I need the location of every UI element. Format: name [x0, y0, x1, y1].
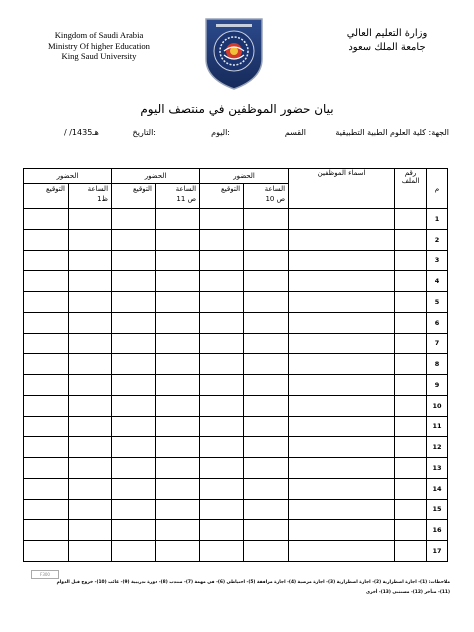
file-number-cell[interactable] [395, 209, 427, 230]
employee-name-cell[interactable] [289, 541, 395, 562]
sign-cell-1pm[interactable] [24, 478, 69, 499]
header-english-line-3: King Saud University [61, 51, 137, 61]
time-cell-11am[interactable] [156, 271, 200, 292]
entity-label: الجهة: [428, 128, 449, 137]
time-value-1pm: 1ظ [97, 195, 109, 203]
sign-cell-11am[interactable] [112, 354, 156, 375]
employee-name-cell[interactable] [289, 250, 395, 271]
time-cell-10am[interactable] [244, 292, 289, 313]
time-label-1pm: الساعة [87, 185, 109, 193]
date-value: / /1435هـ [64, 128, 99, 137]
time-cell-11am[interactable] [156, 333, 200, 354]
header-english-line-2: Ministry Of higher Education [48, 40, 150, 51]
employee-name-cell[interactable] [289, 312, 395, 333]
sign-cell-10am[interactable] [200, 416, 244, 437]
sign-cell-1pm[interactable] [24, 437, 69, 458]
employee-name-cell[interactable] [289, 209, 395, 230]
file-number-cell[interactable] [395, 229, 427, 250]
table-row [24, 437, 448, 458]
time-cell-10am[interactable] [244, 209, 289, 230]
sign-cell-10am[interactable] [200, 209, 244, 230]
sign-cell-11am[interactable] [112, 312, 156, 333]
sign-header-10am: التوقيع [200, 184, 244, 209]
entity-field [335, 128, 449, 137]
time-header-11am [156, 184, 200, 209]
table-row [24, 354, 448, 375]
row-number: 16 [427, 520, 448, 541]
employee-name-cell[interactable] [289, 520, 395, 541]
employee-name-cell[interactable] [289, 292, 395, 313]
time-cell-11am[interactable] [156, 499, 200, 520]
employee-name-cell[interactable] [289, 229, 395, 250]
file-number-cell[interactable] [395, 395, 427, 416]
file-number-cell[interactable] [395, 520, 427, 541]
file-number-cell[interactable] [395, 541, 427, 562]
time-cell-11am[interactable] [156, 292, 200, 313]
row-number: 13 [427, 458, 448, 479]
header-arabic-line-2: جامعة الملك سعود [348, 42, 426, 53]
sign-cell-10am[interactable] [200, 250, 244, 271]
file-number-cell[interactable] [395, 271, 427, 292]
sign-cell-11am[interactable] [112, 292, 156, 313]
employee-name-cell[interactable] [289, 458, 395, 479]
header-arabic [332, 27, 442, 55]
file-number-cell[interactable] [395, 250, 427, 271]
time-cell-11am[interactable] [156, 437, 200, 458]
file-number-cell[interactable] [395, 437, 427, 458]
sign-cell-10am[interactable] [200, 292, 244, 313]
row-number: 12 [427, 437, 448, 458]
row-number: 3 [427, 250, 448, 271]
table-row [24, 478, 448, 499]
notes-line-1: ملاحظات: (1)- اجازة اضطرارية (2)- اجازة اضطرارية (3)- اجازة مرضية (4)- اجازة مرافقة (5)- احتياطي (6)- في مهمة (7)- منتدب (8)- دورة تدريبية (9)- غائب (10)- خروج قبل الدوام [56, 580, 450, 585]
sign-cell-11am[interactable] [112, 458, 156, 479]
time-cell-11am[interactable] [156, 312, 200, 333]
header-arabic-line-1: وزارة التعليم العالي [346, 28, 428, 39]
table-row [24, 395, 448, 416]
sign-cell-1pm[interactable] [24, 312, 69, 333]
table-group-header-row [24, 169, 448, 184]
employee-name-cell[interactable] [289, 416, 395, 437]
sign-cell-1pm[interactable] [24, 292, 69, 313]
row-number: 15 [427, 499, 448, 520]
time-label-11am: الساعة [175, 185, 197, 193]
sign-cell-10am[interactable] [200, 458, 244, 479]
entity-value: كلية العلوم الطبية التطبيقية [335, 128, 426, 137]
group-header-11am: الحضور [112, 169, 200, 184]
sign-cell-1pm[interactable] [24, 458, 69, 479]
day-label: اليوم: [211, 128, 230, 137]
time-cell-1pm[interactable] [69, 292, 112, 313]
row-number: 5 [427, 292, 448, 313]
sign-cell-1pm[interactable] [24, 333, 69, 354]
time-cell-1pm[interactable] [69, 541, 112, 562]
time-cell-1pm[interactable] [69, 478, 112, 499]
table-row [24, 312, 448, 333]
time-cell-11am[interactable] [156, 250, 200, 271]
time-cell-10am[interactable] [244, 375, 289, 396]
sign-cell-10am[interactable] [200, 375, 244, 396]
page-title: بيان حضور الموظفين في منتصف اليوم [140, 102, 334, 116]
table-row [24, 271, 448, 292]
file-number-cell[interactable] [395, 292, 427, 313]
time-cell-1pm[interactable] [69, 395, 112, 416]
sign-cell-11am[interactable] [112, 541, 156, 562]
time-cell-1pm[interactable] [69, 271, 112, 292]
row-number: 6 [427, 312, 448, 333]
sign-cell-1pm[interactable] [24, 416, 69, 437]
header-english [34, 30, 164, 62]
notes-legend [20, 578, 450, 598]
time-cell-11am[interactable] [156, 520, 200, 541]
time-cell-1pm[interactable] [69, 458, 112, 479]
group-header-1pm: الحضور [24, 169, 112, 184]
time-header-10am [244, 184, 289, 209]
sign-cell-10am[interactable] [200, 541, 244, 562]
time-cell-10am[interactable] [244, 312, 289, 333]
file-number-cell[interactable] [395, 416, 427, 437]
employee-name-cell[interactable] [289, 333, 395, 354]
time-cell-10am[interactable] [244, 395, 289, 416]
time-cell-1pm[interactable] [69, 375, 112, 396]
sign-header-11am: التوقيع [112, 184, 156, 209]
sign-cell-11am[interactable] [112, 520, 156, 541]
sign-cell-1pm[interactable] [24, 271, 69, 292]
sign-cell-10am[interactable] [200, 437, 244, 458]
time-cell-10am[interactable] [244, 416, 289, 437]
table-row [24, 229, 448, 250]
employee-name-cell[interactable] [289, 354, 395, 375]
row-number: 17 [427, 541, 448, 562]
time-cell-11am[interactable] [156, 541, 200, 562]
sign-cell-11am[interactable] [112, 499, 156, 520]
employee-name-cell[interactable] [289, 478, 395, 499]
time-cell-11am[interactable] [156, 416, 200, 437]
table-row [24, 499, 448, 520]
time-cell-10am[interactable] [244, 271, 289, 292]
sign-cell-10am[interactable] [200, 499, 244, 520]
employee-name-cell[interactable] [289, 395, 395, 416]
time-cell-1pm[interactable] [69, 416, 112, 437]
time-cell-1pm[interactable] [69, 520, 112, 541]
time-cell-10am[interactable] [244, 541, 289, 562]
sign-cell-10am[interactable] [200, 229, 244, 250]
file-number-cell[interactable] [395, 458, 427, 479]
time-cell-1pm[interactable] [69, 229, 112, 250]
sign-cell-10am[interactable] [200, 312, 244, 333]
sign-header-1pm: التوقيع [24, 184, 69, 209]
time-cell-1pm[interactable] [69, 499, 112, 520]
time-cell-11am[interactable] [156, 478, 200, 499]
time-cell-10am[interactable] [244, 499, 289, 520]
file-number-cell[interactable] [395, 478, 427, 499]
header-english-line-1: Kingdom of Saudi Arabia [54, 30, 144, 40]
employee-name-cell[interactable] [289, 375, 395, 396]
row-number: 7 [427, 333, 448, 354]
row-number: 14 [427, 478, 448, 499]
sign-cell-1pm[interactable] [24, 250, 69, 271]
time-cell-11am[interactable] [156, 229, 200, 250]
time-cell-10am[interactable] [244, 333, 289, 354]
sign-cell-10am[interactable] [200, 333, 244, 354]
time-cell-10am[interactable] [244, 437, 289, 458]
employee-name-cell[interactable] [289, 437, 395, 458]
file-number-cell[interactable] [395, 312, 427, 333]
table-row [24, 416, 448, 437]
table-row [24, 458, 448, 479]
time-cell-10am[interactable] [244, 520, 289, 541]
time-cell-10am[interactable] [244, 458, 289, 479]
sign-cell-11am[interactable] [112, 271, 156, 292]
attendance-table [23, 168, 448, 562]
time-cell-10am[interactable] [244, 478, 289, 499]
time-cell-10am[interactable] [244, 229, 289, 250]
sign-cell-1pm[interactable] [24, 229, 69, 250]
sign-cell-1pm[interactable] [24, 375, 69, 396]
group-header-10am: الحضور [200, 169, 289, 184]
table-row [24, 250, 448, 271]
employee-name-cell[interactable] [289, 271, 395, 292]
attendance-table-body [24, 209, 448, 562]
time-cell-10am[interactable] [244, 250, 289, 271]
time-cell-1pm[interactable] [69, 312, 112, 333]
department-label: القسم [284, 128, 306, 137]
time-cell-11am[interactable] [156, 209, 200, 230]
row-number: 2 [427, 229, 448, 250]
time-label-10am: الساعة [264, 185, 286, 193]
row-number: 9 [427, 375, 448, 396]
time-cell-1pm[interactable] [69, 437, 112, 458]
sign-cell-10am[interactable] [200, 271, 244, 292]
sign-cell-1pm[interactable] [24, 354, 69, 375]
time-cell-1pm[interactable] [69, 354, 112, 375]
sign-cell-11am[interactable] [112, 437, 156, 458]
time-cell-11am[interactable] [156, 395, 200, 416]
time-value-10am: 10 ص [265, 195, 286, 203]
file-number-header: رقم الملف [395, 169, 427, 209]
time-cell-1pm[interactable] [69, 333, 112, 354]
row-number: 10 [427, 395, 448, 416]
sign-cell-11am[interactable] [112, 333, 156, 354]
table-row [24, 375, 448, 396]
sign-cell-1pm[interactable] [24, 520, 69, 541]
file-number-cell[interactable] [395, 375, 427, 396]
sign-cell-10am[interactable] [200, 520, 244, 541]
sign-cell-1pm[interactable] [24, 395, 69, 416]
time-cell-11am[interactable] [156, 354, 200, 375]
sign-cell-1pm[interactable] [24, 209, 69, 230]
sign-cell-11am[interactable] [112, 416, 156, 437]
table-row [24, 209, 448, 230]
time-value-11am: 11 ص [176, 195, 197, 203]
notes-line-2: (11)- متأخر (12)- مستثنى (13)- أخرى [365, 590, 450, 595]
file-number-cell[interactable] [395, 499, 427, 520]
sign-cell-1pm[interactable] [24, 499, 69, 520]
sign-cell-10am[interactable] [200, 354, 244, 375]
table-row [24, 541, 448, 562]
sign-cell-11am[interactable] [112, 375, 156, 396]
time-header-1pm [69, 184, 112, 209]
form-stamp: F300 [31, 570, 59, 579]
sign-cell-11am[interactable] [112, 229, 156, 250]
row-number: 4 [427, 271, 448, 292]
employee-name-cell[interactable] [289, 499, 395, 520]
sign-cell-11am[interactable] [112, 395, 156, 416]
date-label: التاريخ: [132, 128, 156, 137]
table-row [24, 333, 448, 354]
names-header: اسماء الموظفين [289, 169, 395, 209]
sign-cell-11am[interactable] [112, 209, 156, 230]
row-number: 11 [427, 416, 448, 437]
table-row [24, 292, 448, 313]
sign-cell-11am[interactable] [112, 250, 156, 271]
sign-cell-10am[interactable] [200, 395, 244, 416]
sign-cell-1pm[interactable] [24, 541, 69, 562]
sign-cell-10am[interactable] [200, 478, 244, 499]
row-number: 8 [427, 354, 448, 375]
time-cell-1pm[interactable] [69, 209, 112, 230]
time-cell-1pm[interactable] [69, 250, 112, 271]
time-cell-11am[interactable] [156, 458, 200, 479]
time-cell-11am[interactable] [156, 375, 200, 396]
row-number-header: م [427, 169, 448, 209]
time-cell-10am[interactable] [244, 354, 289, 375]
university-logo [202, 15, 266, 91]
row-number: 1 [427, 209, 448, 230]
table-row [24, 520, 448, 541]
file-number-cell[interactable] [395, 333, 427, 354]
file-number-cell[interactable] [395, 354, 427, 375]
sign-cell-11am[interactable] [112, 478, 156, 499]
